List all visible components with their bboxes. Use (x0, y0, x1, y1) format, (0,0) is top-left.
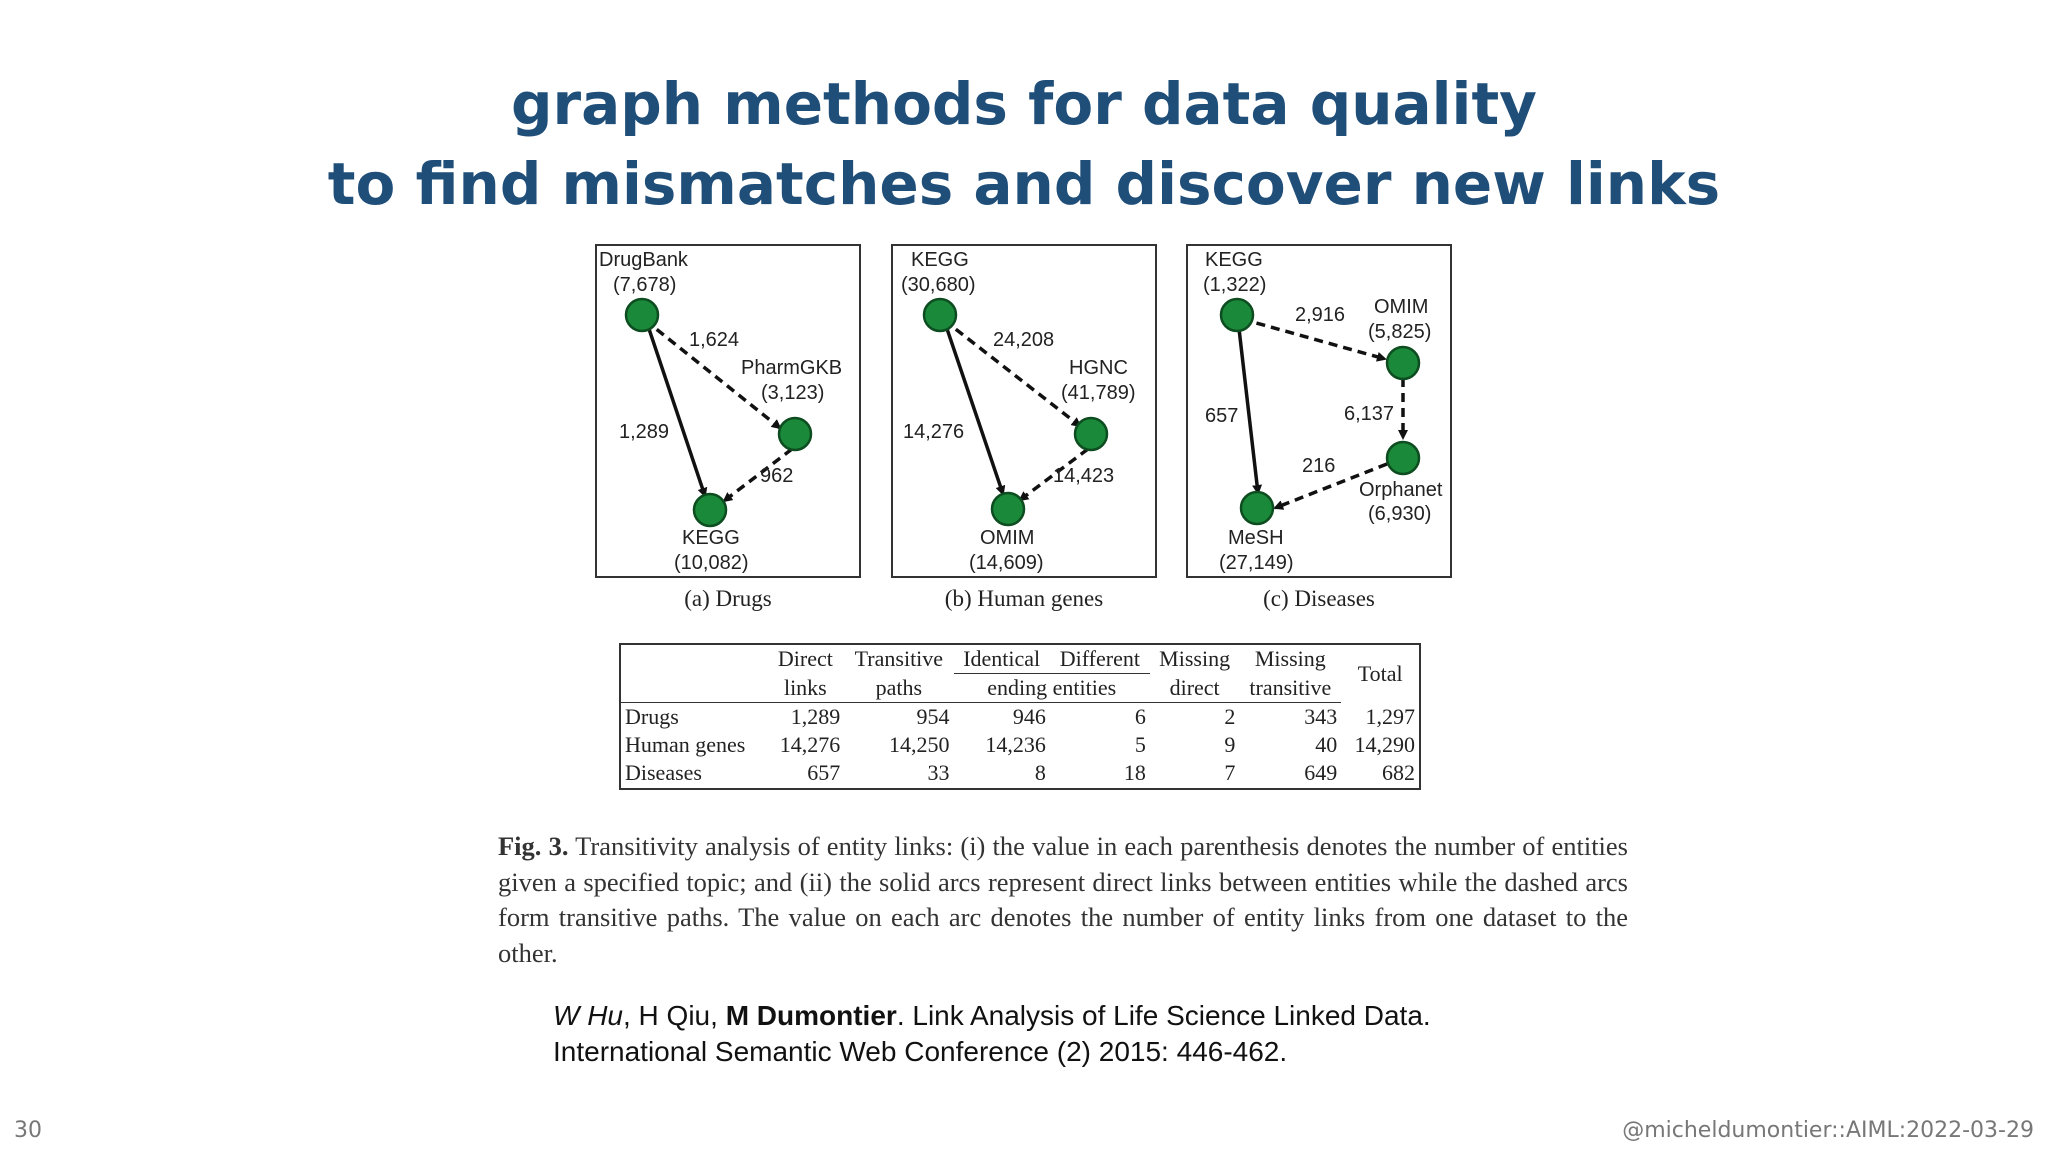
row-label: Human genes (625, 732, 746, 757)
cell: 6 (1134, 704, 1146, 729)
node-label-kegg: KEGG (1205, 249, 1263, 271)
table (621, 645, 1419, 787)
citation-authors-mid: , H Qiu, (623, 1000, 726, 1031)
header-identical: Identical (954, 645, 1050, 674)
header-missing-transitive-1: Missing (1254, 646, 1326, 672)
cell: 14,236 (985, 732, 1046, 757)
edge-label-orphanet-mesh: 216 (1302, 455, 1336, 477)
node-label-omim: OMIM (980, 527, 1035, 549)
header-transitive-1: Transitive (854, 646, 944, 672)
node-count-orphanet: (6,930) (1368, 503, 1432, 525)
edge-label-drugbank-pharmgkb: 1,624 (689, 329, 740, 351)
node-count-kegg: (10,082) (674, 552, 749, 574)
node-pharmgkb (779, 418, 811, 450)
row-label: Drugs (625, 704, 679, 729)
node-kegg (924, 299, 956, 331)
diseases-graph-panel (1186, 244, 1452, 578)
node-label-omim: OMIM (1374, 296, 1429, 318)
header-ending-entities: ending entities (954, 674, 1150, 703)
cell: 9 (1224, 732, 1236, 757)
cell: 18 (1123, 760, 1146, 785)
header-different: Different (1050, 645, 1150, 674)
human-genes-caption: (b) Human genes (944, 586, 1104, 611)
drugs-caption: (a) Drugs (684, 586, 772, 611)
diseases-caption: (c) Diseases (1263, 586, 1375, 611)
cell: 14,276 (779, 732, 841, 757)
node-label-pharmgkb: PharmGKB (741, 357, 843, 379)
node-count-kegg: (1,322) (1203, 274, 1267, 296)
cell: 7 (1224, 760, 1236, 785)
node-label-kegg: KEGG (682, 527, 740, 549)
cell: 1,289 (790, 704, 841, 729)
node-label-hgnc: HGNC (1069, 357, 1128, 379)
table-row (621, 759, 1419, 787)
figure-label: Fig. 3. (498, 831, 569, 861)
header-direct-2: links (767, 674, 845, 703)
cell: 8 (1034, 760, 1046, 785)
table-row (621, 731, 1419, 759)
cell: 5 (1134, 732, 1146, 757)
slide-number: 30 (14, 1118, 42, 1143)
cell: 40 (1315, 732, 1338, 757)
cell: 946 (1012, 704, 1046, 729)
node-count-omim: (14,609) (969, 552, 1044, 574)
cell: 14,290 (1354, 732, 1415, 757)
node-label-orphanet: Orphanet (1359, 479, 1443, 501)
header-missing-transitive-2: transitive (1239, 674, 1341, 703)
header-blank (621, 645, 767, 674)
drugs-graph-panel (595, 244, 861, 578)
citation-author-1: W Hu (553, 1000, 623, 1031)
header-blank-2 (621, 674, 767, 703)
node-orphanet (1387, 442, 1419, 474)
citation (553, 998, 1653, 1070)
human-genes-graph (893, 246, 1155, 576)
cell: 649 (1304, 760, 1338, 785)
node-hgnc (1075, 418, 1107, 450)
human-genes-graph-panel (891, 244, 1157, 578)
node-label-drugbank: DrugBank (599, 249, 688, 271)
cell: 954 (916, 704, 950, 729)
table-row (621, 703, 1419, 732)
node-count-mesh: (27,149) (1219, 552, 1294, 574)
node-drugbank (626, 299, 658, 331)
edge-label-kegg-omim: 14,276 (903, 421, 965, 443)
edge-label-kegg-omim: 2,916 (1295, 304, 1346, 326)
node-count-drugbank: (7,678) (613, 274, 677, 296)
header-missing-direct-1: Missing (1159, 646, 1231, 672)
figure-caption-text: Transitivity analysis of entity links: (i) the value in each parenthesis denotes the number of entities given a specified topic; and (ii) the solid arcs represent direct links between entities while the dashed arcs form transitive paths. The value on each arc denotes the number of entity links from one dataset to the other. (498, 831, 1628, 968)
cell: 14,250 (889, 732, 950, 757)
node-label-mesh: MeSH (1228, 527, 1284, 549)
drugs-graph (597, 246, 859, 576)
node-count-pharmgkb: (3,123) (761, 382, 825, 404)
edge-label-pharmgkb-kegg: 962 (760, 465, 794, 487)
header-transitive-2: paths (844, 674, 953, 703)
footer-handle: @micheldumontier::AIML:2022-03-29 (1622, 1118, 2034, 1143)
edge-label-omim-orphanet: 6,137 (1344, 403, 1395, 425)
edge-label-hgnc-omim: 14,423 (1053, 465, 1115, 487)
citation-author-3: M Dumontier (725, 1000, 897, 1031)
cell: 1,297 (1365, 703, 1415, 729)
diseases-graph (1188, 246, 1450, 576)
node-kegg (694, 494, 726, 526)
node-mesh (1241, 492, 1273, 524)
node-count-kegg: (30,680) (901, 274, 976, 296)
node-kegg (1221, 299, 1253, 331)
node-label-kegg: KEGG (911, 249, 969, 271)
header-direct-1: Direct (777, 646, 833, 672)
citation-venue: International Semantic Web Conference (2) 2015: 446-462. (553, 1036, 1288, 1067)
cell: 343 (1304, 704, 1338, 729)
node-count-hgnc: (41,789) (1061, 382, 1136, 404)
citation-line-1 (553, 998, 1653, 1034)
figure-caption (498, 829, 1628, 971)
cell: 682 (1382, 760, 1415, 785)
edge-label-kegg-mesh: 657 (1205, 405, 1239, 427)
node-omim (1387, 347, 1419, 379)
row-label: Diseases (625, 760, 702, 785)
header-total: Total (1357, 660, 1403, 686)
transitivity-table (619, 643, 1421, 790)
edge-kegg-mesh (1238, 320, 1258, 493)
edge-label-kegg-hgnc: 24,208 (993, 329, 1055, 351)
cell: 657 (807, 760, 841, 785)
node-count-omim: (5,825) (1368, 321, 1432, 343)
header-missing-direct-2: direct (1150, 674, 1239, 703)
slide-title-line-2: to find mismatches and discover new links (327, 150, 1721, 218)
slide-title-line-1: graph methods for data quality (511, 70, 1537, 138)
edge-label-drugbank-kegg: 1,289 (619, 421, 670, 443)
cell: 33 (927, 760, 950, 785)
cell: 2 (1224, 704, 1236, 729)
node-omim (992, 493, 1024, 525)
citation-title: . Link Analysis of Life Science Linked Data. (896, 1000, 1431, 1031)
